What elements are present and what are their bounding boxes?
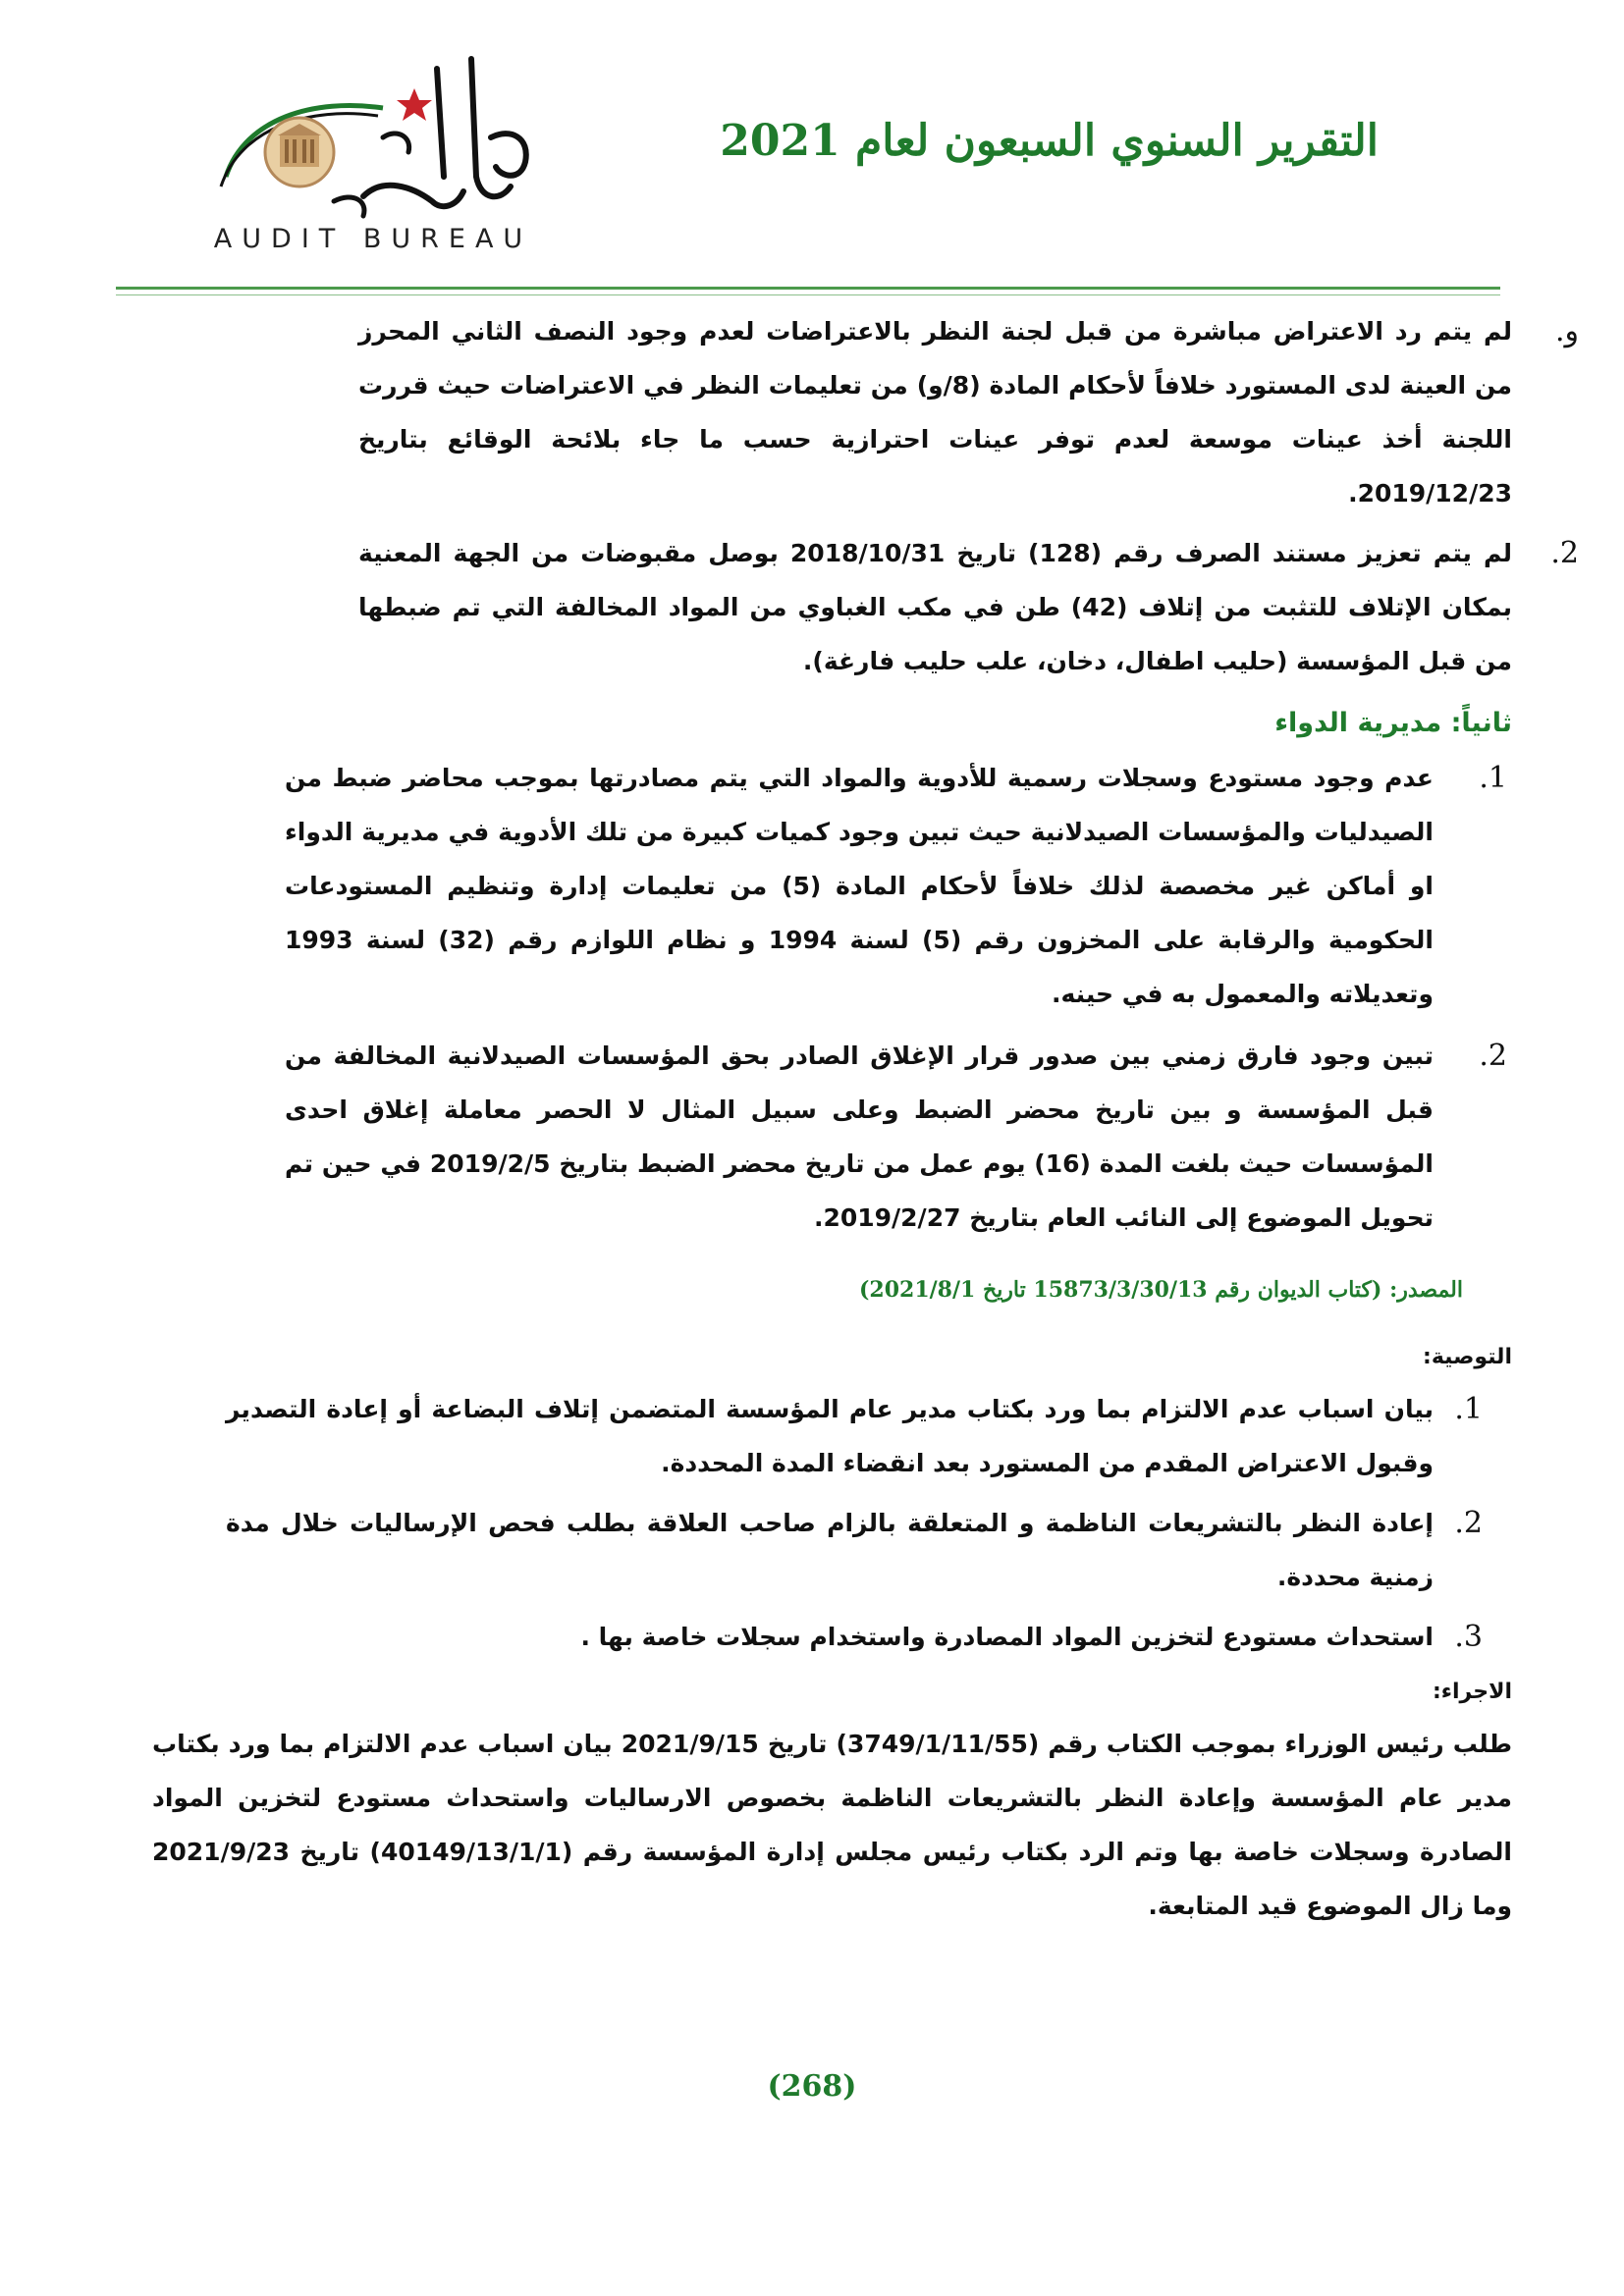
logo-latin-text: AUDIT BUREAU [213,224,533,254]
list-item [147,1029,1507,1245]
list-item-text: إعادة النظر بالتشريعات الناظمة و المتعلقة بالزام صاحب العلاقة بطلب فحص الإرساليات خلال مدة زمنية محددة. [226,1509,1434,1591]
list-item-text: لم يتم رد الاعتراض مباشرة من قبل لجنة النظر بالاعتراضات لعدم وجود النصف الثاني المحرز من العينة لدى المستورد خلافاً لأحكام المادة (8/و) من تعليمات النظر في الاعتراضات حيث قررت اللجنة أخذ عينات موسعة لعدم توفر عينات احترازية حسب ما جاء بلائحة الوقائع بتاريخ 2019/12/23. [358,317,1512,507]
list-item-text: لم يتم تعزيز مستند الصرف رقم (128) تاريخ 2018/10/31 بوصل مقبوضات من الجهة المعنية بمكان الإتلاف للتثبت من إتلاف (42) طن في مكب الغباوي من المواد المخالفة التي تم ضبطها من قبل المؤسسة (حليب اطفال، دخان، علب حليب فارغة). [358,539,1513,675]
list-item-number: و. [1554,314,1579,348]
page-title: التقرير السنوي السبعون لعام 2021 [720,116,1379,166]
action-heading: الاجراء: [1432,1680,1512,1704]
page-header [0,0,1624,285]
logo-emblem-icon [187,29,560,226]
list-item-number: 2. [1550,536,1579,570]
list-item [147,1382,1483,1490]
list-item [147,1496,1483,1604]
list-item-number: 3. [1454,1620,1483,1654]
recommendation-heading: التوصية: [1423,1345,1512,1369]
header-divider-thin [116,294,1500,295]
list-item [147,751,1507,1021]
list-item-number: 1. [1454,1392,1483,1426]
source-citation: المصدر: (كتاب الديوان رقم 15873/3/30/13 تاريخ 2021/8/1) [858,1277,1463,1303]
list-item-text: تبين وجود فارق زمني بين صدور قرار الإغلاق الصادر بحق المؤسسات الصيدلانية المخالفة من قبل المؤسسة و بين تاريخ محضر الضبط وعلى سبيل المثال لا الحصر معاملة إغلاق احدى المؤسسات حيث بلغت المدة (16) يوم عمل من تاريخ محضر الضبط بتاريخ 2019/2/5 في حين تم تحويل الموضوع إلى النائب العام بتاريخ 2019/2/27. [285,1041,1435,1232]
list-item [147,526,1579,688]
list-item [147,304,1579,520]
section-first-findings [147,304,1579,688]
list-item-text: بيان اسباب عدم الالتزام بما ورد بكتاب مدير عام المؤسسة المتضمن إتلاف البضاعة أو إعادة التصدير وقبول الاعتراض المقدم من المستورد بعد انقضاء المدة المحددة. [226,1395,1434,1477]
list-item-number: 2. [1454,1506,1483,1540]
list-item-number: 2. [1479,1039,1507,1073]
action-paragraph: طلب رئيس الوزراء بموجب الكتاب رقم (3749/1/11/55) تاريخ 2021/9/15 بيان اسباب عدم الالتزام بما ورد بكتاب مدير عام المؤسسة وإعادة النظر بالتشريعات الناظمة بخصوص الارساليات واستحداث مستودع لتخزين المواد الصادرة وسجلات خاصة بها وتم الرد بكتاب رئيس مجلس إدارة المؤسسة رقم (40149/13/1/1) تاريخ 2021/9/23 وما زال الموضوع قيد المتابعة. [152,1730,1512,1920]
section-drug-directorate [147,751,1507,1245]
list-item-number: 1. [1479,761,1507,795]
page-number: (268) [767,2069,857,2104]
list-item-text: استحداث مستودع لتخزين المواد المصادرة واستخدام سجلات خاصة بها . [580,1623,1434,1651]
section-heading-drug-directorate: ثانياً: مديرية الدواء [1274,708,1512,738]
header-divider [116,287,1500,290]
report-body [147,304,1579,1933]
list-item [147,1610,1483,1664]
audit-bureau-logo [187,29,560,260]
recommendation-list [147,1382,1483,1664]
list-item-text: عدم وجود مستودع وسجلات رسمية للأدوية والمواد التي يتم مصادرتها بموجب محاضر ضبط من الصيدليات والمؤسسات الصيدلانية حيث تبين وجود كميات كبيرة من تلك الأدوية في مديرية الدواء او أماكن غير مخصصة لذلك خلافاً لأحكام المادة (5) من تعليمات إدارة وتنظيم المستودعات الحكومية والرقابة على المخزون رقم (5) لسنة 1994 و نظام اللوازم رقم (32) لسنة 1993 وتعديلاته والمعمول به في حينه. [285,764,1435,1008]
